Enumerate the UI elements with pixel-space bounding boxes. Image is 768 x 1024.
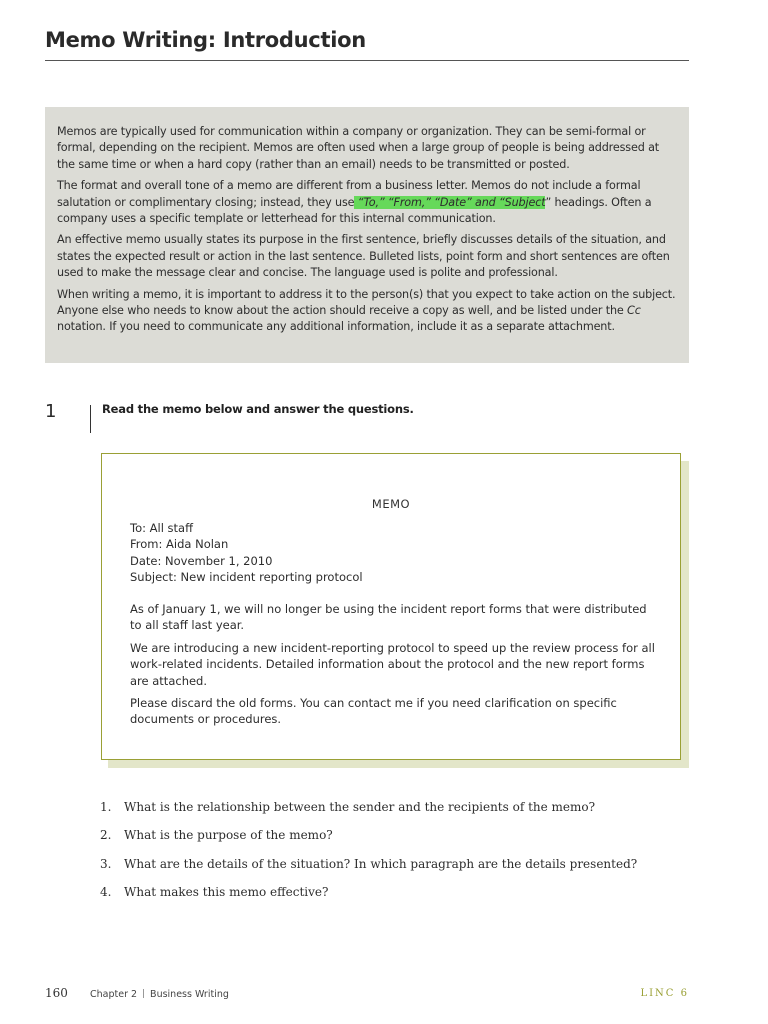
intro-paragraph-1: Memos are typically used for communication within a company or organization. They can be semi-formal or formal, depending on the recipient. Memos are often used when a large group of people is being addressed at the same time or when a hard copy (rather than an email) needs to be transmitted or posted. — [57, 125, 660, 171]
intro-paragraph-3: An effective memo usually states its purpose in the first sentence, briefly discusses details of the situation, and states the expected result or action in the last sentence. Bulleted lists, point form and short sentences are often used to make the message clear and concise. The language used is polite and professional. — [57, 233, 670, 280]
intro-p4-text: When writing a memo, it is important to address it to the person(s) that you expect to take action on the subject. Anyone else who needs to know about the action should receive a copy as well, and be listed under the — [57, 287, 676, 318]
question-number: 2. — [100, 828, 112, 843]
exercise-number: 1 — [45, 401, 57, 422]
memo-headings-highlight: “To,” “From,” “Date” and “Subject — [354, 195, 546, 209]
book-title: LINC 6 — [640, 988, 689, 999]
memo-paragraph: We are introducing a new incident-reporting protocol to speed up the review process for all work-related incidents. Detailed information about the protocol and the new report forms are attached. — [130, 640, 655, 688]
memo-body — [130, 601, 658, 734]
question-list — [100, 800, 637, 913]
question-item — [100, 800, 637, 828]
exercise-divider — [90, 405, 91, 433]
question-text: What is the purpose of the memo? — [124, 828, 333, 843]
intro-p2-text-end: ” headings. Often a company uses a specific template or letterhead for this internal communication. — [57, 195, 652, 226]
question-number: 1. — [100, 800, 112, 814]
question-text: What is the relationship between the sender and the recipients of the memo? — [124, 800, 596, 814]
memo-box — [101, 453, 681, 760]
memo-subject: Subject: New incident reporting protocol — [130, 570, 363, 585]
memo-heading: MEMO — [371, 497, 411, 511]
question-text: What makes this memo effective? — [124, 884, 329, 899]
memo-paragraph: Please discard the old forms. You can contact me if you need clarification on specific documents or procedures. — [130, 696, 617, 727]
question-item — [100, 885, 637, 913]
memo-to: To: All staff — [130, 521, 194, 535]
memo-header-fields — [130, 520, 363, 586]
intro-paragraph-4 — [57, 287, 677, 336]
chapter-label: Chapter 2 — [90, 989, 138, 1000]
memo-from: From: Aida Nolan — [130, 537, 229, 552]
intro-p4-text-end: notation. If you need to communicate any additional information, include it as a separate attachment. — [57, 320, 615, 334]
footer-chapter — [90, 989, 229, 1000]
page-title: Memo Writing: Introduction — [45, 28, 689, 61]
cc-term: Cc — [627, 304, 641, 318]
memo-date: Date: November 1, 2010 — [130, 553, 273, 568]
question-item — [100, 857, 637, 885]
footer-divider — [143, 989, 144, 998]
intro-p2-text: The format and overall tone of a memo are different from a business letter. Memos do not include a formal salutation or complimentary closing; instead, they use — [57, 179, 641, 209]
page-number: 160 — [45, 986, 68, 1000]
memo-paragraph: As of January 1, we will no longer be using the incident report forms that were distributed to all staff last year. — [130, 602, 647, 633]
chapter-title: Business Writing — [150, 989, 229, 1000]
question-item — [100, 828, 637, 856]
intro-box — [45, 107, 689, 363]
question-text: What are the details of the situation? In which paragraph are the details presented? — [124, 856, 638, 871]
intro-paragraph-2 — [57, 178, 677, 227]
exercise-instruction: Read the memo below and answer the questions. — [102, 402, 414, 416]
question-number: 4. — [100, 884, 112, 899]
question-number: 3. — [100, 856, 112, 871]
